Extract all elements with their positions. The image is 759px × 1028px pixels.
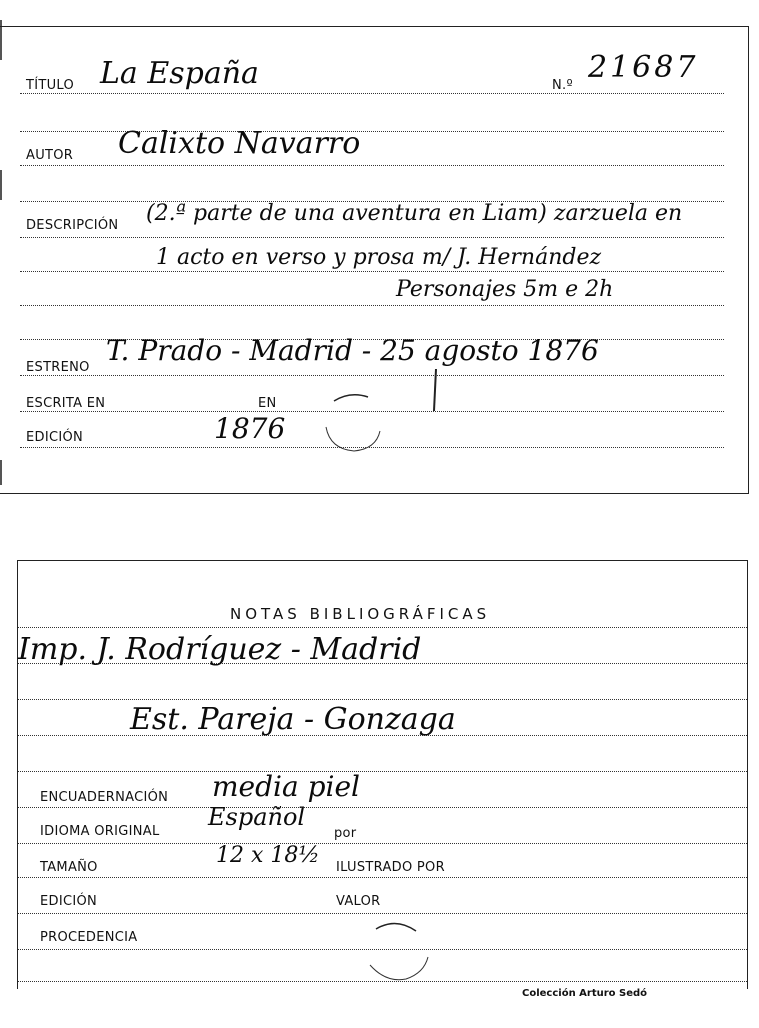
rule-line — [20, 165, 724, 166]
rule-line — [18, 771, 747, 772]
pen-mark — [362, 917, 442, 987]
autor-label: AUTOR — [26, 148, 74, 163]
valor-label: VALOR — [336, 894, 381, 909]
rule-line — [18, 913, 747, 914]
rule-line — [18, 877, 747, 878]
edicion-value: 1876 — [214, 412, 286, 445]
rule-line — [20, 271, 724, 272]
procedencia-label: PROCEDENCIA — [40, 930, 138, 945]
titulo-value: La España — [100, 56, 259, 91]
edicion-label: EDICIÓN — [26, 430, 84, 445]
rule-line — [20, 375, 724, 376]
autor-value: Calixto Navarro — [118, 126, 361, 161]
por-label: por — [334, 826, 357, 841]
collection-credit: Colección Arturo Sedó — [522, 988, 648, 999]
idioma-original-value: Español — [208, 803, 306, 831]
rule-line — [20, 305, 724, 306]
descripcion-line: Personajes 5m e 2h — [396, 277, 614, 302]
en-label: EN — [258, 396, 277, 411]
titulo-label: TÍTULO — [26, 78, 75, 93]
tamano-label: TAMAÑO — [40, 860, 98, 875]
catalog-card — [0, 26, 749, 494]
pen-stroke — [430, 367, 440, 413]
pen-mark — [320, 391, 390, 457]
edicion-label: EDICIÓN — [40, 894, 98, 909]
descripcion-line: 1 acto en verso y prosa m/ J. Hernández — [156, 245, 602, 270]
rule-line — [20, 93, 724, 94]
tamano-value: 12 x 18½ — [216, 843, 320, 868]
ilustrado-por-label: ILUSTRADO POR — [336, 860, 445, 875]
idioma-original-label: IDIOMA ORIGINAL — [40, 824, 160, 839]
rule-line — [18, 699, 747, 700]
estreno-value: T. Prado - Madrid - 25 agosto 1876 — [106, 334, 599, 367]
notes-heading: NOTAS BIBLIOGRÁFICAS — [230, 605, 491, 623]
numero-value: 21687 — [588, 50, 699, 85]
rule-line — [18, 807, 747, 808]
numero-label: N.º — [552, 78, 573, 93]
encuadernacion-label: ENCUADERNACIÓN — [40, 790, 169, 805]
descripcion-line: (2.ª parte de una aventura en Liam) zarzuela en — [146, 201, 683, 226]
estreno-label: ESTRENO — [26, 360, 90, 375]
encuadernacion-value: media piel — [212, 770, 360, 803]
imprenta-line: Imp. J. Rodríguez - Madrid — [18, 632, 422, 667]
rule-line — [20, 237, 724, 238]
rule-line — [18, 627, 747, 628]
descripcion-label: DESCRIPCIÓN — [26, 218, 119, 233]
rule-line — [18, 843, 747, 844]
notes-card — [17, 560, 748, 989]
escrita-en-label: ESCRITA EN — [26, 396, 106, 411]
estampa-line: Est. Pareja - Gonzaga — [130, 702, 456, 737]
